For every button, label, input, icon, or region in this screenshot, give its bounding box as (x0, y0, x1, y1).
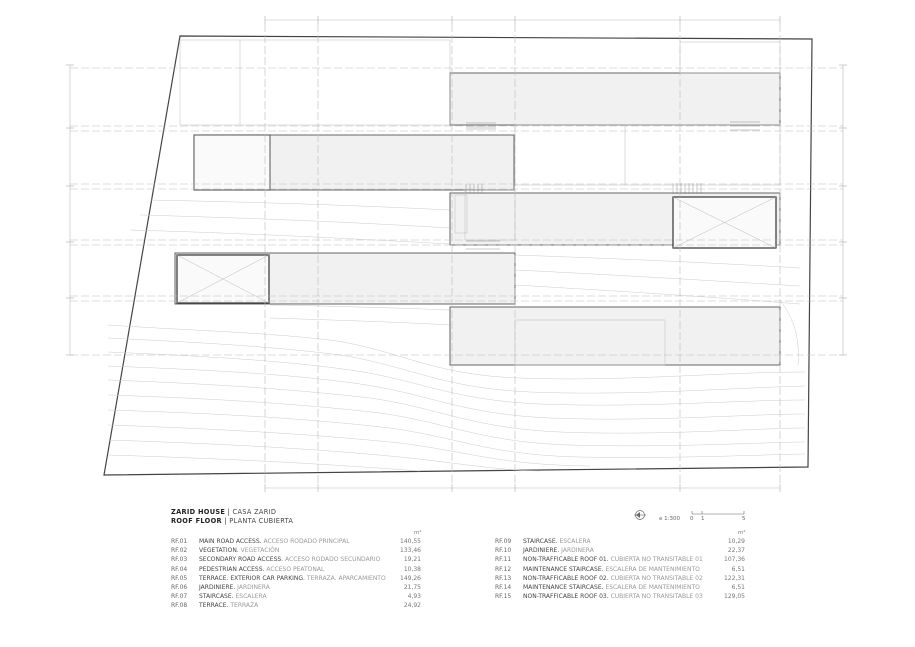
room-name-en: STAIRCASE. (199, 593, 234, 601)
room-row (171, 601, 421, 610)
title-line1: ZARID HOUSE (171, 508, 226, 516)
room-code: RF.11 (495, 556, 512, 564)
room-name-en: VEGETATION. (199, 547, 239, 555)
unit-label-right: m² (738, 530, 746, 536)
room-row (171, 574, 421, 583)
room-list-left (171, 537, 421, 611)
room-name-en: NON-TRAFFICABLE ROOF 02. (523, 574, 609, 582)
room-area: 6,51 (731, 583, 745, 591)
room-name-es: TERRAZA (230, 602, 259, 610)
room-row (171, 537, 421, 546)
room-name-en: NON-TRAFFICABLE ROOF 01. (523, 556, 609, 564)
room-name-en: MAINTENANCE STAIRCASE. (523, 583, 604, 591)
room-name (523, 537, 591, 546)
room-area: 21,75 (403, 583, 421, 591)
room-area: 122,31 (724, 574, 745, 582)
room-name-es: ACCESO PEATONAL (266, 565, 325, 573)
room-name-en: TERRACE. (199, 602, 229, 610)
room-name (523, 583, 700, 592)
room-code: RF.04 (171, 565, 188, 573)
room-name (199, 592, 267, 601)
room-list-right (495, 537, 745, 601)
room-area: 6,51 (731, 565, 745, 573)
room-name-en: SECONDARY ROAD ACCESS. (199, 556, 284, 564)
scale-label: e 1:300 (659, 516, 680, 522)
room-row (171, 546, 421, 555)
room-code: RF.09 (495, 538, 512, 545)
room-area: 129,05 (724, 593, 745, 601)
room-code: RF.02 (171, 547, 188, 555)
unit-label-left: m² (414, 530, 422, 536)
room-row (171, 565, 421, 574)
room-code: RF.15 (495, 593, 512, 601)
room-name-es: ESCALERA (559, 538, 591, 545)
room-row (171, 555, 421, 564)
room-code: RF.03 (171, 556, 188, 564)
room-code: RF.14 (495, 583, 512, 591)
room-code: RF.08 (171, 602, 188, 610)
room-area: 140,55 (400, 538, 421, 545)
room-name-es: JARDINERA (561, 547, 594, 555)
room-area: 107,36 (724, 556, 745, 564)
room-name (523, 555, 703, 564)
room-area: 133,46 (400, 547, 421, 555)
room-name-es: CUBIERTA NO TRANSITABLE 02 (610, 574, 703, 582)
room-name-es: CUBIERTA NO TRANSITABLE 01 (610, 556, 703, 564)
room-name (199, 537, 350, 546)
title-line2-es: PLANTA CUBIERTA (229, 517, 294, 525)
room-code: RF.01 (171, 538, 188, 545)
scale-tick-1: 1 (701, 516, 705, 522)
room-area: 22,37 (727, 547, 745, 555)
room-name-en: STAIRCASE. (523, 538, 558, 545)
room-code: RF.13 (495, 574, 512, 582)
room-code: RF.12 (495, 565, 512, 573)
room-area: 4,93 (407, 593, 421, 601)
room-row (495, 555, 745, 564)
room-code: RF.10 (495, 547, 512, 555)
room-name-en: MAINTENANCE STAIRCASE. (523, 565, 604, 573)
room-name (199, 546, 279, 555)
room-row (495, 574, 745, 583)
room-name-es: ACCESO RODADO SECUNDARIO (285, 556, 381, 564)
room-code: RF.07 (171, 593, 188, 601)
scale-tick-5: 5 (742, 516, 746, 522)
room-name-en: JARDINIERE. (199, 583, 236, 591)
room-name (523, 546, 594, 555)
scale-ruler (692, 511, 744, 514)
room-name (199, 601, 258, 610)
title-line1-es: CASA ZARID (232, 508, 277, 516)
room-name (523, 592, 703, 601)
room-row (495, 583, 745, 592)
room-name (523, 574, 703, 583)
room-name-en: PEDESTRIAN ACCESS. (199, 565, 265, 573)
room-name-es: ACCESO RODADO PRINCIPAL (263, 538, 350, 545)
room-name-es: ESCALERA (235, 593, 267, 601)
drawing-title: ZARID HOUSE | CASA ZARID ROOF FLOOR | PLANTA CUBIERTA (171, 508, 294, 525)
room-name-en: JARDINIERE. (523, 547, 560, 555)
room-name-en: TERRACE. EXTERIOR CAR PARKING. (199, 574, 305, 582)
room-name (523, 565, 700, 574)
room-area: 24,92 (403, 602, 421, 610)
room-area: 10,29 (727, 538, 745, 545)
room-name-es: TERRAZA. APARCAMIENTO (306, 574, 386, 582)
room-row (171, 592, 421, 601)
room-code: RF.06 (171, 583, 188, 591)
room-row (171, 583, 421, 592)
title-line2: ROOF FLOOR (171, 517, 222, 525)
north-arrow-icon (634, 511, 646, 520)
room-row (495, 592, 745, 601)
scale-tick-0: 0 (690, 516, 694, 522)
room-name-es: CUBIERTA NO TRANSITABLE 03 (610, 593, 703, 601)
room-row (495, 537, 745, 546)
scale-bar (632, 508, 752, 528)
room-name (199, 565, 324, 574)
room-area: 10,38 (403, 565, 421, 573)
room-row (495, 565, 745, 574)
room-name (199, 574, 386, 583)
room-name-es: JARDINERA (237, 583, 270, 591)
room-name (199, 555, 380, 564)
room-name-en: MAIN ROAD ACCESS. (199, 538, 262, 545)
room-name-es: ESCALERA DE MANTENIMIENTO (605, 583, 700, 591)
room-row (495, 546, 745, 555)
room-area: 19,21 (403, 556, 421, 564)
room-name (199, 583, 270, 592)
room-area: 149,26 (400, 574, 421, 582)
room-code: RF.05 (171, 574, 188, 582)
room-name-es: VEGETACIÓN (240, 547, 280, 555)
room-name-en: NON-TRAFFICABLE ROOF 03. (523, 593, 609, 601)
room-name-es: ESCALERA DE MANTENIMIENTO (605, 565, 700, 573)
